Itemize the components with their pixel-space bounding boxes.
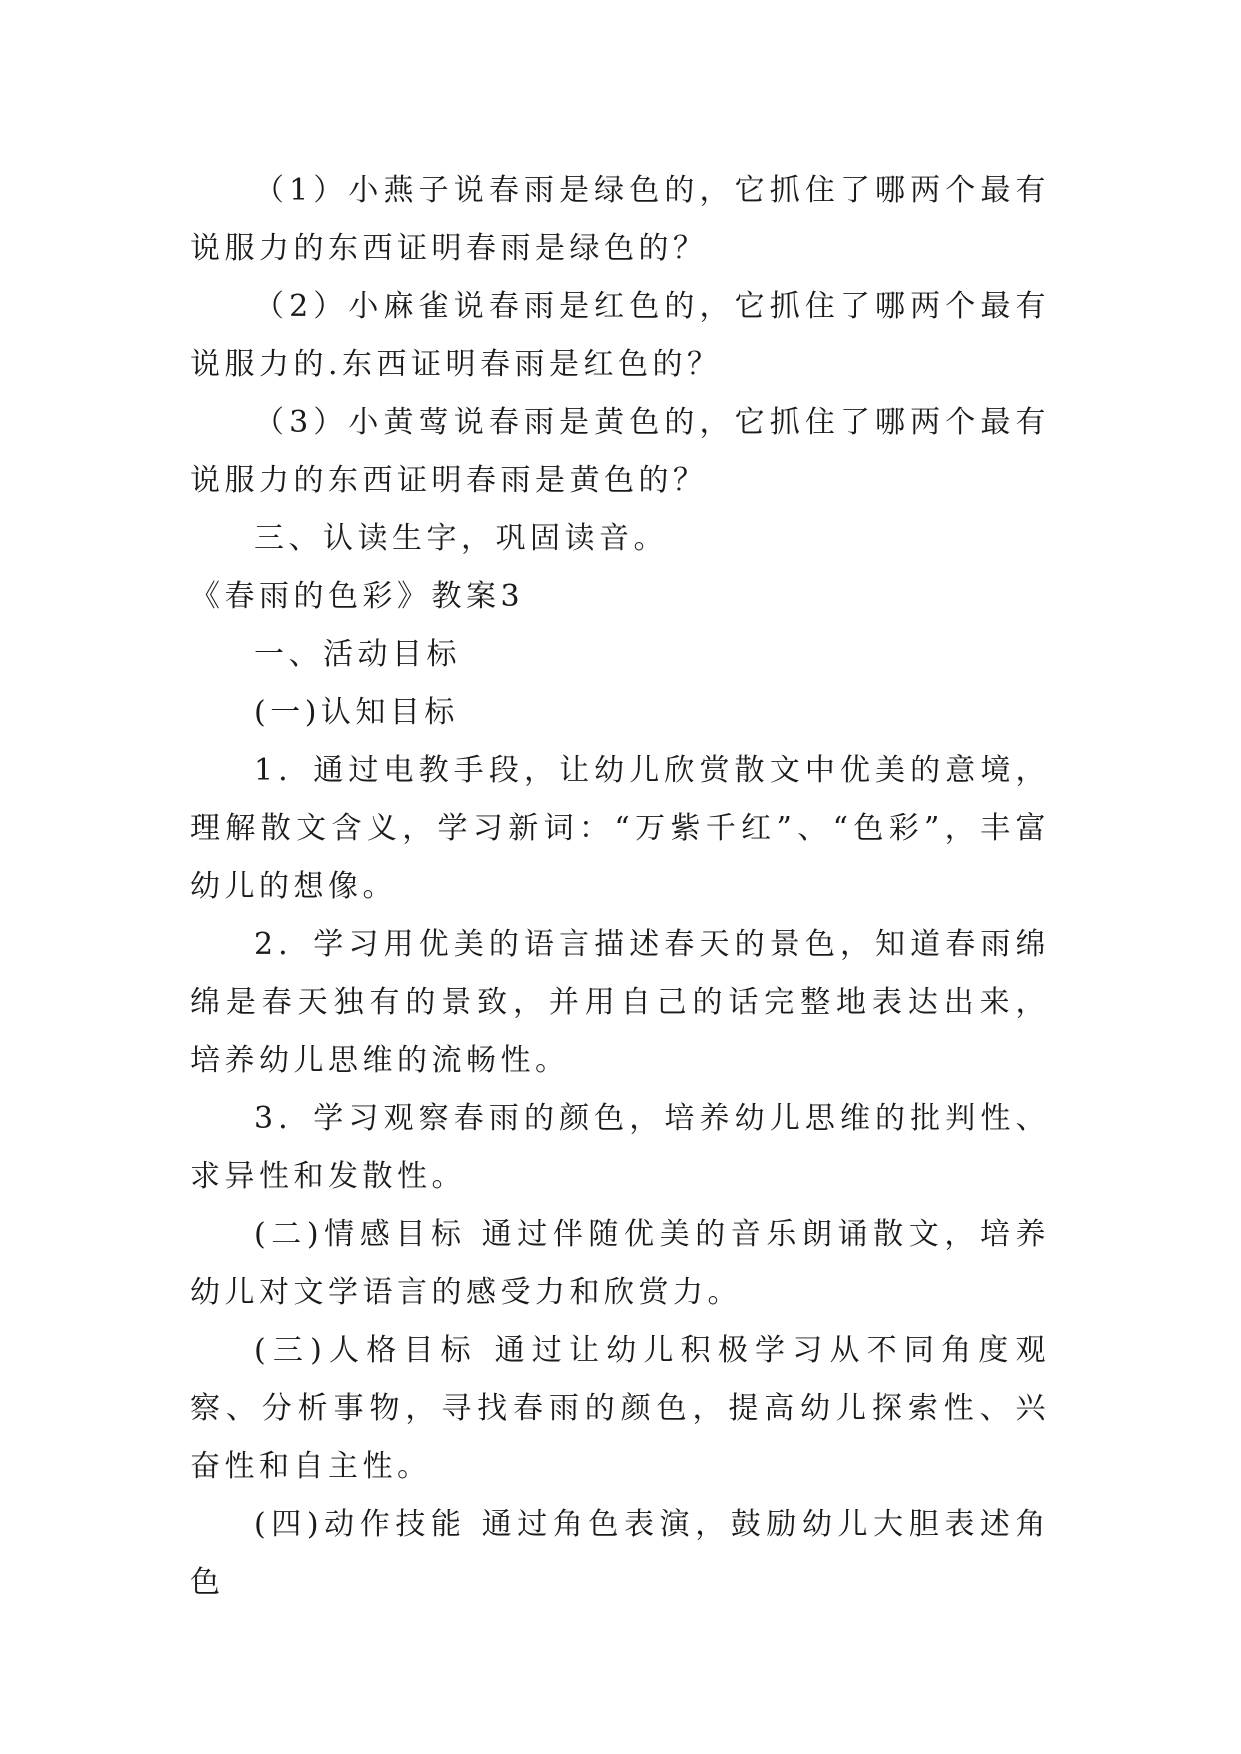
section-heading: 一、活动目标: [254, 637, 461, 672]
cognitive-item-1: 1．通过电教手段，让幼儿欣赏散文中优美的意境，理解散文含义，学习新词：“万紫千红”、“色彩”，丰富幼儿的想像。: [190, 753, 1050, 904]
cognitive-item-3: 3．学习观察春雨的颜色，培养幼儿思维的批判性、求异性和发散性。: [190, 1101, 1050, 1194]
document-body: [190, 162, 1050, 1612]
lesson-title: 《春雨的色彩》教案3: [190, 579, 525, 614]
question-1: （1）小燕子说春雨是绿色的，它抓住了哪两个最有说服力的东西证明春雨是绿色的？: [190, 173, 1050, 266]
cognitive-item-2: 2．学习用优美的语言描述春天的景色，知道春雨绵绵是春天独有的景致，并用自己的话完整地表达出来，培养幼儿思维的流畅性。: [190, 927, 1050, 1078]
skill-goal: (四)动作技能 通过角色表演，鼓励幼儿大胆表述角色: [190, 1507, 1050, 1600]
personality-goal: (三)人格目标 通过让幼儿积极学习从不同角度观察、分析事物，寻找春雨的颜色，提高幼儿探索性、兴奋性和自主性。: [190, 1333, 1050, 1484]
question-3: （3）小黄莺说春雨是黄色的，它抓住了哪两个最有说服力的东西证明春雨是黄色的？: [190, 405, 1050, 498]
emotion-goal: (二)情感目标 通过伴随优美的音乐朗诵散文，培养幼儿对文学语言的感受力和欣赏力。: [190, 1217, 1050, 1310]
cognitive-goal-heading: (一)认知目标: [254, 695, 459, 730]
question-2: （2）小麻雀说春雨是红色的，它抓住了哪两个最有说服力的.东西证明春雨是红色的？: [190, 289, 1050, 382]
step-three: 三、认读生字，巩固读音。: [254, 521, 668, 556]
